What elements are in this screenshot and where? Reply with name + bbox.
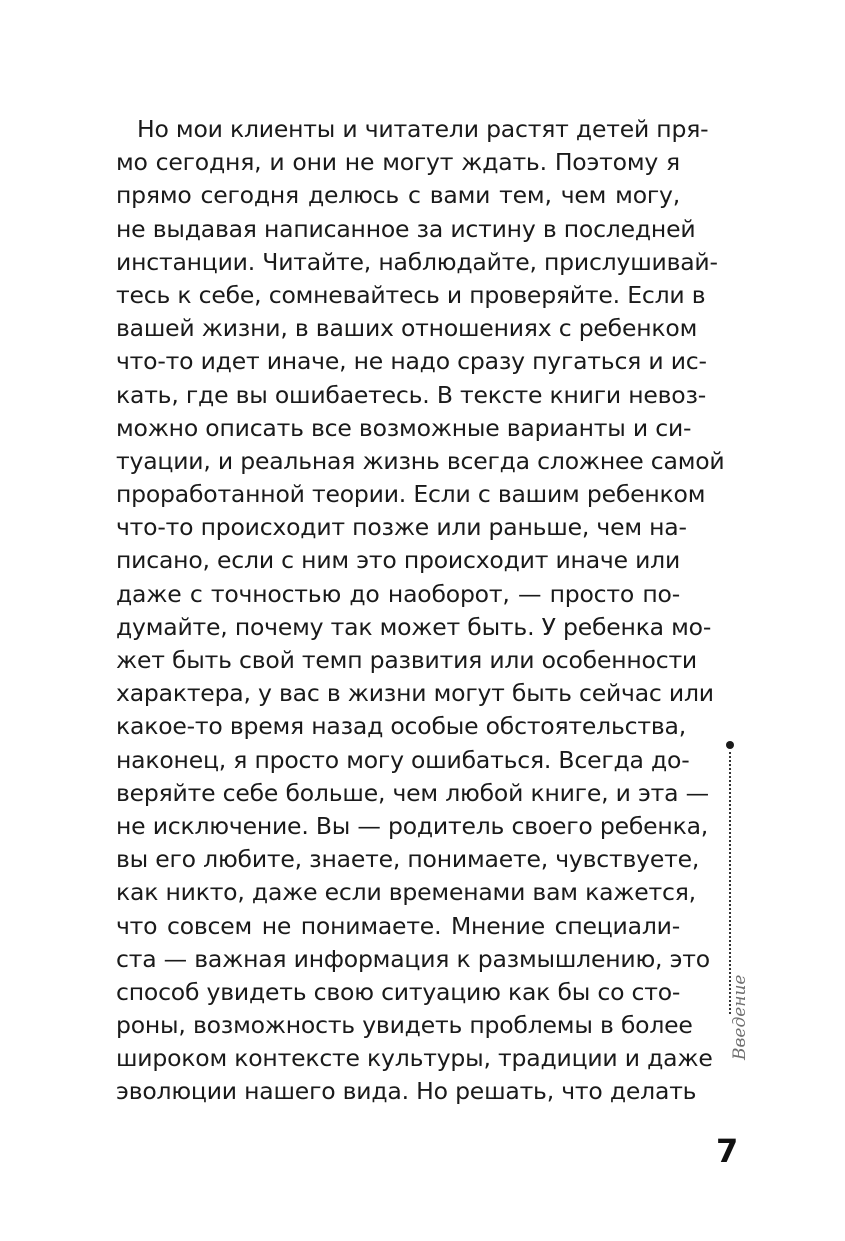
text-line: тесь к себе, сомневайтесь и проверяйте. Если в xyxy=(116,280,706,309)
text-line: способ увидеть свою ситуацию как бы со сто- xyxy=(116,977,681,1006)
text-line: думайте, почему так может быть. У ребенка мо- xyxy=(116,612,712,641)
text-line: что совсем не понимаете. Мнение специали- xyxy=(116,911,680,940)
text-line: вашей жизни, в ваших отношениях с ребенком xyxy=(116,314,698,343)
text-line: как никто, даже если временами вам кажется, xyxy=(116,878,696,907)
text-line: характера, у вас в жизни могут быть сейчас или xyxy=(116,679,714,708)
text-line: кать, где вы ошибаетесь. В тексте книги невоз- xyxy=(116,380,707,409)
text-line: роны, возможность увидеть проблемы в более xyxy=(116,1011,693,1040)
text-line: веряйте себе больше, чем любой книге, и эта — xyxy=(116,778,709,807)
text-line: не исключение. Вы — родитель своего ребенка, xyxy=(116,811,709,840)
text-line: даже с точностью до наоборот, — просто по- xyxy=(116,579,680,608)
text-line: жет быть свой темп развития или особенности xyxy=(116,646,697,674)
text-line: что-то идет иначе, не надо сразу пугаться и ис- xyxy=(116,347,707,376)
text-line: какое-то время назад особые обстоятельства, xyxy=(116,712,686,741)
margin-dot xyxy=(726,741,734,749)
text-line: прямо сегодня делюсь с вами тем, чем могу, xyxy=(116,181,680,210)
text-line: инстанции. Читайте, наблюдайте, прислушивай- xyxy=(116,247,718,276)
page-number: 7 xyxy=(716,1132,739,1170)
section-running-head: Введение xyxy=(730,974,750,1060)
text-line: мо сегодня, и они не могут ждать. Поэтому я xyxy=(116,148,680,177)
text-line: широком контексте культуры, традиции и даже xyxy=(116,1044,713,1073)
text-line: ста — важная информация к размышлению, это xyxy=(116,944,710,973)
body-text xyxy=(116,113,725,1109)
text-line: вы его любите, знаете, понимаете, чувствуете, xyxy=(116,845,700,874)
text-line: писано, если с ним это происходит иначе или xyxy=(116,546,681,575)
text-line: можно описать все возможные варианты и си- xyxy=(116,413,692,442)
text-line: наконец, я просто могу ошибаться. Всегда до- xyxy=(116,745,690,774)
text-line: проработанной теории. Если с вашим ребенком xyxy=(116,480,706,509)
text-line: туации, и реальная жизнь всегда сложнее самой xyxy=(116,446,725,475)
text-line: не выдавая написанное за истину в последней xyxy=(116,214,696,243)
text-line: эволюции нашего вида. Но решать, что делать xyxy=(116,1077,697,1106)
text-line: что-то происходит позже или раньше, чем на- xyxy=(116,513,687,542)
text-line: Но мои клиенты и читатели растят детей пря- xyxy=(137,115,709,143)
